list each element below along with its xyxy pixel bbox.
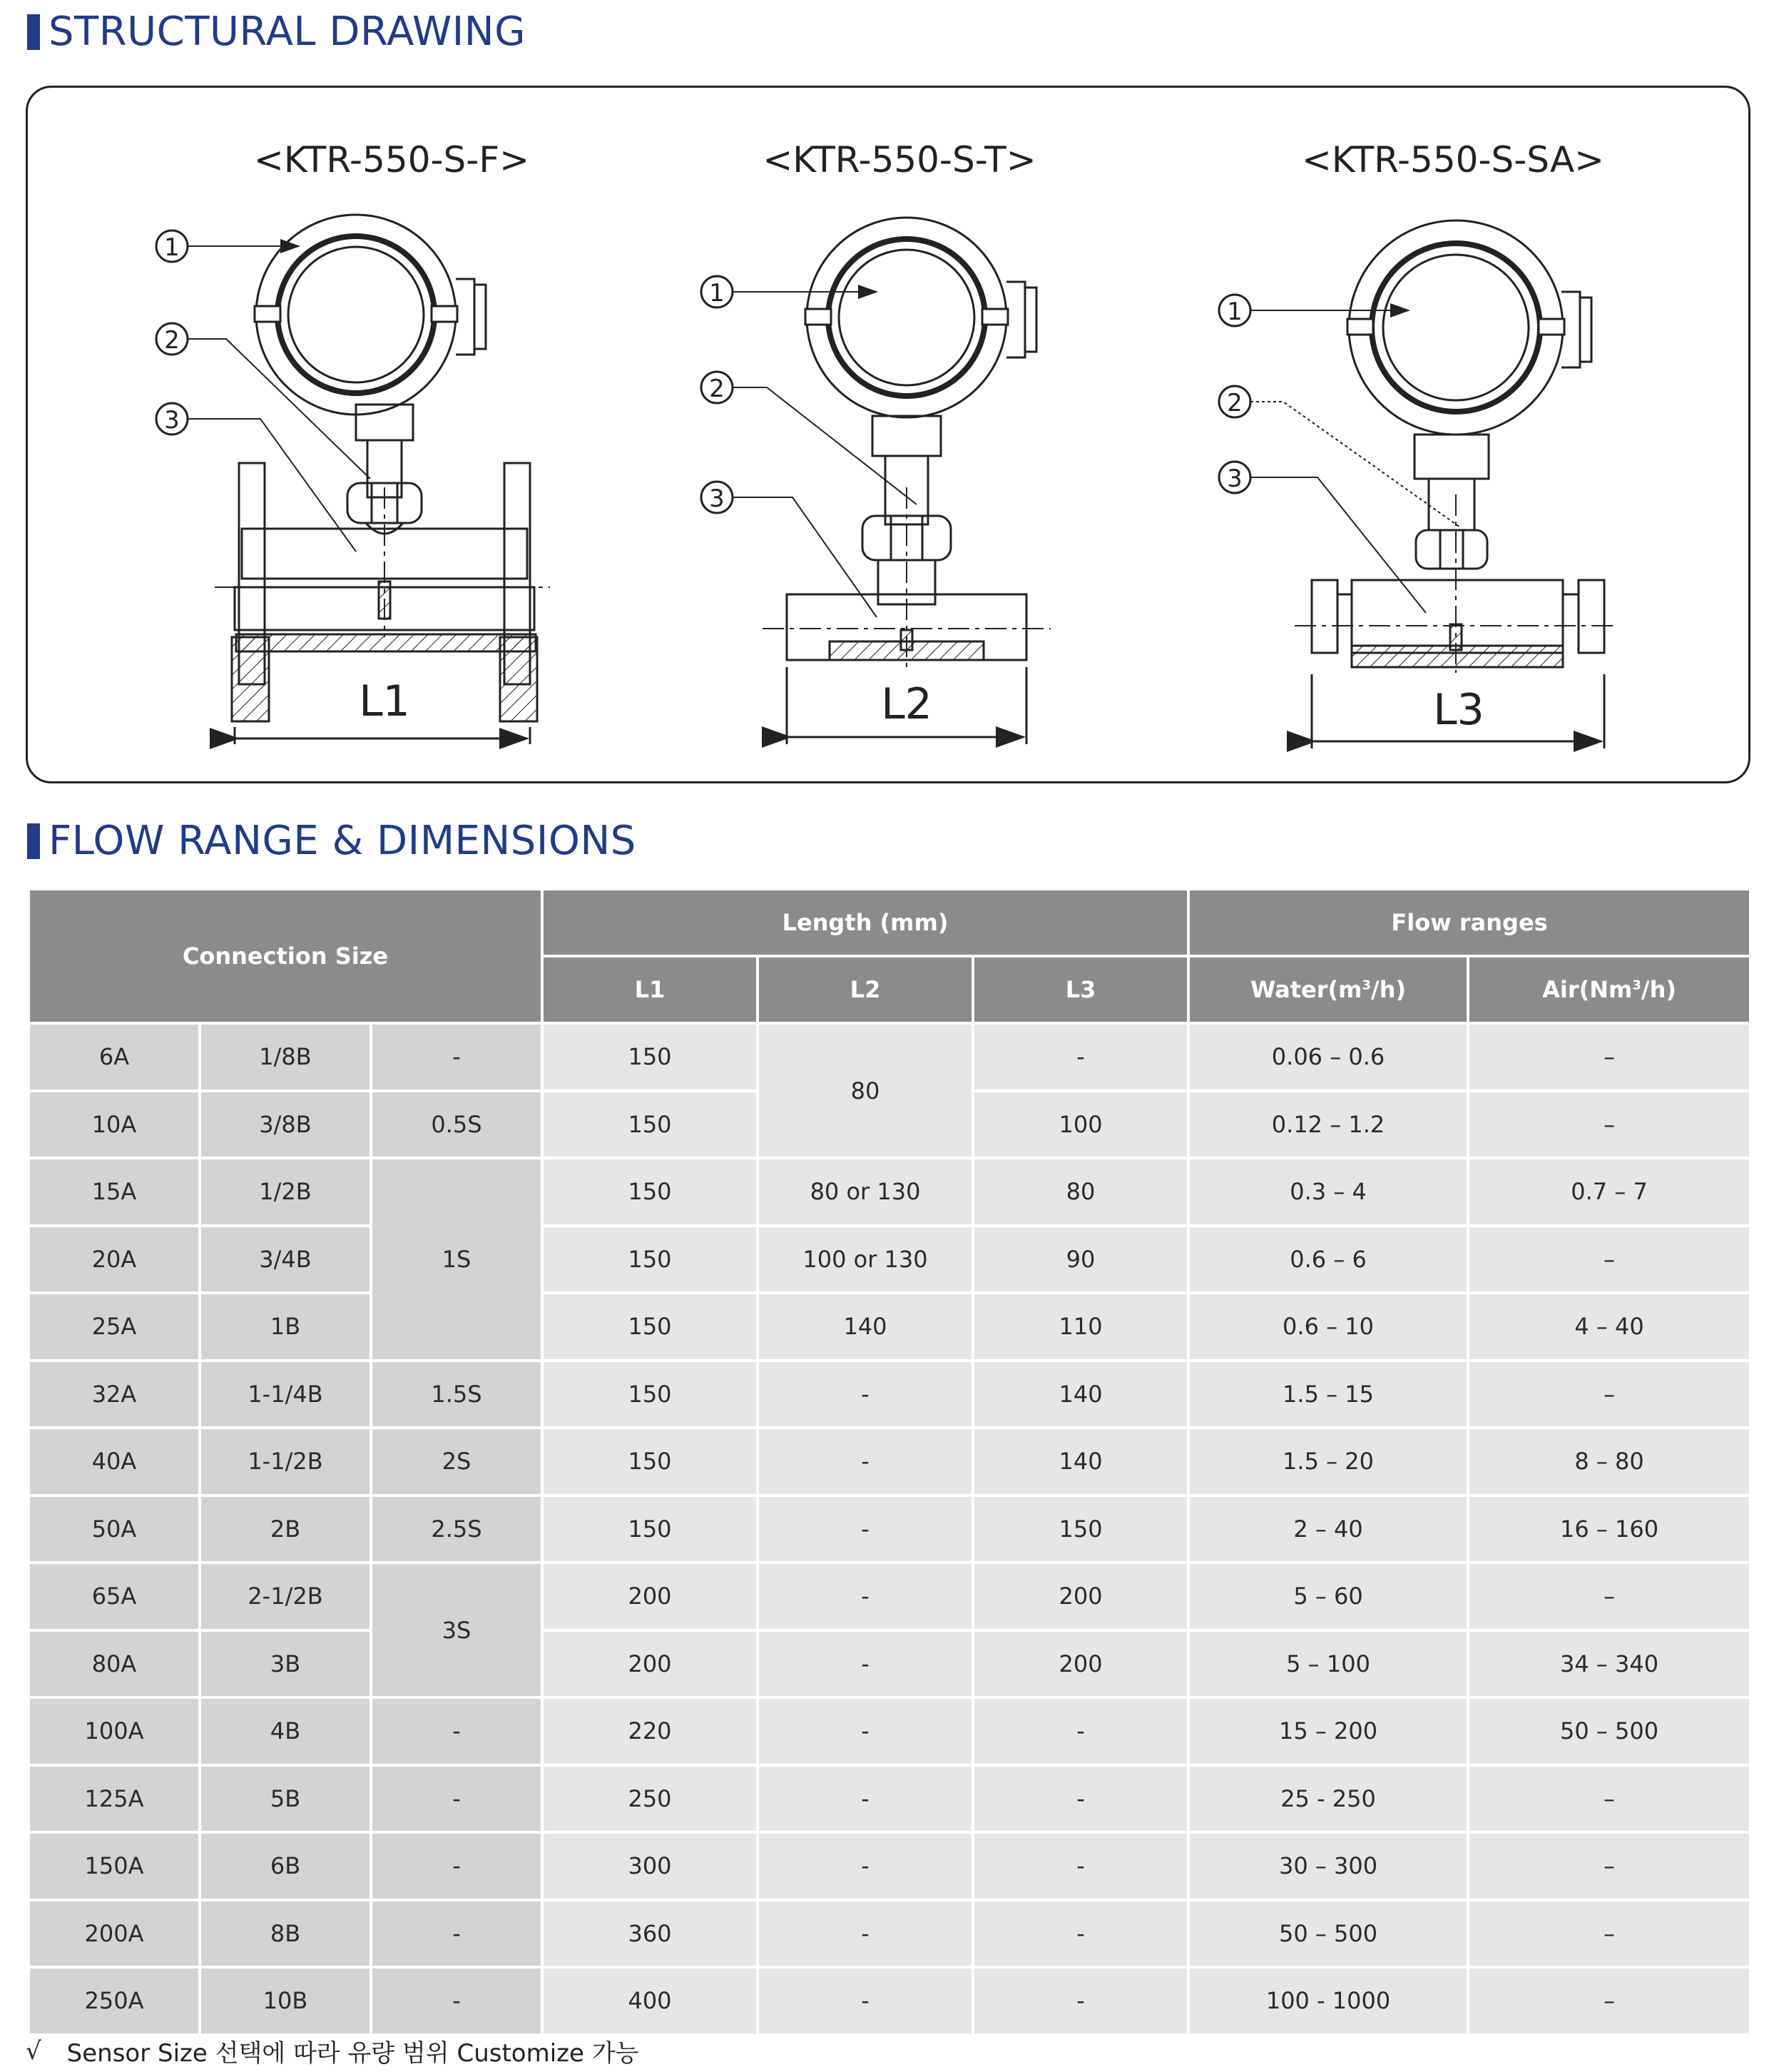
cell-air: 16 – 160 — [1468, 1495, 1750, 1563]
cell-sensor: 1.5S — [371, 1361, 542, 1428]
cell-water: 0.6 – 10 — [1188, 1293, 1468, 1361]
cell-air: 4 – 40 — [1468, 1293, 1750, 1361]
header-flow-ranges: Flow ranges — [1188, 889, 1750, 956]
table-row — [29, 1630, 1750, 1698]
callout-number: 3 — [164, 406, 180, 435]
cell-water: 0.6 – 6 — [1188, 1226, 1468, 1294]
cell-water: 30 – 300 — [1188, 1832, 1468, 1900]
header-l3: L3 — [973, 956, 1188, 1023]
cell-air: – — [1468, 1563, 1750, 1630]
cell-l2: 140 — [758, 1293, 973, 1361]
cell-sensor: - — [371, 1765, 542, 1833]
cell-size-a: 32A — [29, 1361, 200, 1428]
cell-water: 1.5 – 15 — [1188, 1361, 1468, 1428]
cell-l2: - — [758, 1361, 973, 1428]
cell-size-a: 65A — [29, 1563, 200, 1630]
cell-sensor: - — [371, 1967, 542, 2035]
header-water: $Water(m^3/h)$ — [1188, 956, 1468, 1023]
cell-air: 8 – 80 — [1468, 1428, 1750, 1495]
callout-number: 1 — [164, 233, 180, 262]
callout-number: 2 — [1227, 389, 1243, 417]
table-row — [29, 1158, 1750, 1226]
cell-l3: 200 — [973, 1563, 1188, 1630]
cell-size-b: 3/8B — [200, 1091, 371, 1159]
header-connection-size: Connection Size — [29, 889, 542, 1023]
table-row — [29, 1967, 1750, 2035]
table-row — [29, 1428, 1750, 1495]
cell-air: – — [1468, 1361, 1750, 1428]
cell-air: – — [1468, 1765, 1750, 1833]
cell-air: – — [1468, 1967, 1750, 2035]
cell-size-b: 1B — [200, 1293, 371, 1361]
structural-drawings-svg — [28, 88, 1753, 786]
drawing-ktr-550-s-f — [156, 139, 550, 744]
cell-water: 0.12 – 1.2 — [1188, 1091, 1468, 1159]
cell-size-a: 20A — [29, 1226, 200, 1294]
cell-water: 5 – 100 — [1188, 1630, 1468, 1698]
cell-l1: 360 — [542, 1900, 758, 1968]
cell-size-b: 3/4B — [200, 1226, 371, 1294]
cell-l1: 150 — [542, 1428, 758, 1495]
cell-size-a: 40A — [29, 1428, 200, 1495]
table-row — [29, 1023, 1750, 1091]
table-row — [29, 1563, 1750, 1630]
cell-l1: 250 — [542, 1765, 758, 1833]
cell-size-a: 100A — [29, 1697, 200, 1765]
flow-range-title — [27, 818, 636, 864]
cell-l3: 150 — [973, 1495, 1188, 1563]
callout-number: 1 — [709, 279, 725, 308]
cell-l2: - — [758, 1495, 973, 1563]
cell-water: 0.3 – 4 — [1188, 1158, 1468, 1226]
cell-l1: 150 — [542, 1226, 758, 1294]
cell-size-b: 6B — [200, 1832, 371, 1900]
cell-l1: 400 — [542, 1967, 758, 2035]
table-row — [29, 1900, 1750, 1968]
cell-size-a: 200A — [29, 1900, 200, 1968]
cell-l3: 80 — [973, 1158, 1188, 1226]
cell-l3: - — [973, 1697, 1188, 1765]
cell-l3: - — [973, 1023, 1188, 1091]
cell-water: 15 – 200 — [1188, 1697, 1468, 1765]
cell-l2: 100 or 130 — [758, 1226, 973, 1294]
cell-sensor: 3S — [371, 1563, 542, 1697]
table-row — [29, 1361, 1750, 1428]
cell-l1: 150 — [542, 1361, 758, 1428]
cell-air: – — [1468, 1832, 1750, 1900]
check-mark-icon: √ — [26, 2036, 41, 2066]
header-l2: L2 — [758, 956, 973, 1023]
cell-water: 0.06 – 0.6 — [1188, 1023, 1468, 1091]
cell-air: – — [1468, 1091, 1750, 1159]
header-l1: L1 — [542, 956, 758, 1023]
cell-l1: 150 — [542, 1091, 758, 1159]
cell-size-b: 1/2B — [200, 1158, 371, 1226]
drawing-model-label: <KTR-550-S-T> — [763, 139, 1036, 181]
footnote — [26, 2033, 638, 2068]
cell-air: – — [1468, 1900, 1750, 1968]
cell-size-a: 80A — [29, 1630, 200, 1698]
cell-sensor: - — [371, 1832, 542, 1900]
cell-l3: - — [973, 1967, 1188, 2035]
cell-sensor: 2S — [371, 1428, 542, 1495]
header-length: Length (mm) — [542, 889, 1188, 956]
cell-size-b: 3B — [200, 1630, 371, 1698]
title-bar-marker — [27, 823, 40, 859]
cell-l2: - — [758, 1967, 973, 2035]
footnote-text: Sensor Size 선택에 따라 유량 범위 Customize 가능 — [66, 2039, 639, 2068]
cell-l1: 150 — [542, 1495, 758, 1563]
cell-l3: - — [973, 1832, 1188, 1900]
cell-size-b: 2B — [200, 1495, 371, 1563]
cell-l2: - — [758, 1428, 973, 1495]
cell-sensor: - — [371, 1023, 542, 1091]
cell-l2: 80 — [758, 1023, 973, 1158]
cell-l2: - — [758, 1765, 973, 1833]
cell-water: 1.5 – 20 — [1188, 1428, 1468, 1495]
cell-size-b: 1-1/2B — [200, 1428, 371, 1495]
cell-size-a: 25A — [29, 1293, 200, 1361]
cell-size-b: 2-1/2B — [200, 1563, 371, 1630]
cell-l2: - — [758, 1900, 973, 1968]
flow-range-title-text: FLOW RANGE & DIMENSIONS — [49, 818, 636, 864]
cell-size-b: 1/8B — [200, 1023, 371, 1091]
flow-range-table — [27, 888, 1752, 2036]
cell-sensor: - — [371, 1900, 542, 1968]
cell-l1: 200 — [542, 1630, 758, 1698]
cell-size-b: 5B — [200, 1765, 371, 1833]
callout-number: 3 — [1227, 464, 1243, 493]
table-row — [29, 1293, 1750, 1361]
cell-water: 50 – 500 — [1188, 1900, 1468, 1968]
table-row — [29, 1226, 1750, 1294]
cell-l3: - — [973, 1900, 1188, 1968]
dimension-label: L1 — [359, 676, 410, 726]
cell-size-a: 10A — [29, 1091, 200, 1159]
structural-drawing-title-text: STRUCTURAL DRAWING — [49, 9, 526, 55]
structural-drawing-panel — [26, 86, 1750, 783]
cell-sensor: 0.5S — [371, 1091, 542, 1159]
cell-water: 100 - 1000 — [1188, 1967, 1468, 2035]
callout-number: 2 — [709, 375, 725, 403]
cell-size-a: 250A — [29, 1967, 200, 2035]
cell-size-b: 8B — [200, 1900, 371, 1968]
drawing-model-label: <KTR-550-S-F> — [253, 139, 530, 181]
cell-size-a: 125A — [29, 1765, 200, 1833]
cell-l1: 300 — [542, 1832, 758, 1900]
cell-l1: 150 — [542, 1158, 758, 1226]
cell-l3: 110 — [973, 1293, 1188, 1361]
dimension-label: L2 — [881, 679, 932, 729]
cell-l2: - — [758, 1832, 973, 1900]
cell-l3: 140 — [973, 1361, 1188, 1428]
cell-air: 0.7 – 7 — [1468, 1158, 1750, 1226]
cell-air: – — [1468, 1023, 1750, 1091]
cell-l3: 100 — [973, 1091, 1188, 1159]
header-air: Air(Nm$^3$/h) — [1468, 956, 1750, 1023]
cell-l3: 140 — [973, 1428, 1188, 1495]
cell-l1: 150 — [542, 1293, 758, 1361]
cell-l2: - — [758, 1697, 973, 1765]
structural-drawing-title — [27, 9, 526, 55]
cell-water: 2 – 40 — [1188, 1495, 1468, 1563]
cell-water: 25 - 250 — [1188, 1765, 1468, 1833]
cell-l2: 80 or 130 — [758, 1158, 973, 1226]
cell-size-b: 4B — [200, 1697, 371, 1765]
cell-sensor: 1S — [371, 1158, 542, 1361]
dimension-label: L3 — [1433, 685, 1484, 735]
cell-air: – — [1468, 1226, 1750, 1294]
drawing-ktr-550-s-sa — [1219, 139, 1618, 748]
cell-l1: 150 — [542, 1023, 758, 1091]
table-row — [29, 1832, 1750, 1900]
cell-l2: - — [758, 1630, 973, 1698]
table-row — [29, 1765, 1750, 1833]
cell-size-a: 15A — [29, 1158, 200, 1226]
cell-l3: 200 — [973, 1630, 1188, 1698]
title-bar-marker — [27, 14, 40, 50]
cell-air: 50 – 500 — [1468, 1697, 1750, 1765]
cell-air: 34 – 340 — [1468, 1630, 1750, 1698]
table-row — [29, 1495, 1750, 1563]
callout-number: 3 — [709, 484, 725, 513]
cell-l1: 200 — [542, 1563, 758, 1630]
drawing-model-label: <KTR-550-S-SA> — [1301, 139, 1605, 181]
cell-size-b: 1-1/4B — [200, 1361, 371, 1428]
callout-number: 2 — [164, 326, 180, 355]
cell-l2: - — [758, 1563, 973, 1630]
cell-size-a: 150A — [29, 1832, 200, 1900]
drawing-ktr-550-s-t — [701, 139, 1051, 744]
cell-size-b: 10B — [200, 1967, 371, 2035]
cell-size-a: 6A — [29, 1023, 200, 1091]
table-row — [29, 1697, 1750, 1765]
callout-number: 1 — [1227, 298, 1243, 326]
cell-sensor: 2.5S — [371, 1495, 542, 1563]
cell-l1: 220 — [542, 1697, 758, 1765]
cell-size-a: 50A — [29, 1495, 200, 1563]
cell-water: 5 – 60 — [1188, 1563, 1468, 1630]
cell-l3: - — [973, 1765, 1188, 1833]
cell-l3: 90 — [973, 1226, 1188, 1294]
cell-sensor: - — [371, 1697, 542, 1765]
